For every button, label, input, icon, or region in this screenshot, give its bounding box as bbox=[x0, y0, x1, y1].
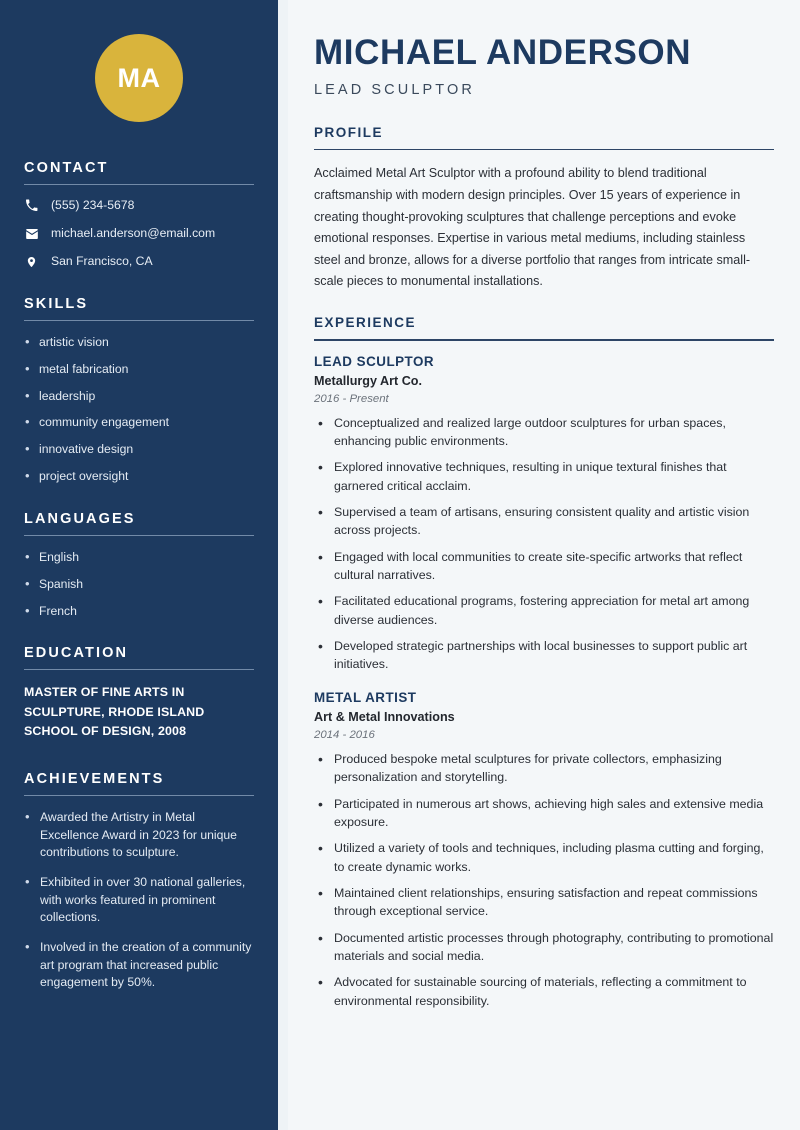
list-item: • Spanish bbox=[24, 576, 254, 592]
skills-divider bbox=[24, 320, 254, 321]
sidebar-section-education bbox=[24, 645, 254, 741]
list-item: • Supervised a team of artisans, ensuring consistent quality and artistic vision across projects. bbox=[314, 503, 774, 540]
contact-heading: CONTACT bbox=[24, 160, 109, 176]
main-section-experience bbox=[314, 315, 774, 1010]
list-item: • Maintained client relationships, ensuring satisfaction and repeat commissions through exceptional service. bbox=[314, 884, 774, 921]
sidebar-section-languages bbox=[24, 511, 254, 619]
experience-entry bbox=[314, 354, 774, 674]
contact-phone-row[interactable] bbox=[24, 198, 254, 214]
list-item: • metal fabrication bbox=[24, 361, 254, 377]
job-company: Art & Metal Innovations bbox=[314, 709, 455, 724]
skills-list bbox=[24, 334, 254, 485]
languages-heading: LANGUAGES bbox=[24, 510, 136, 527]
achievements-divider bbox=[24, 795, 254, 796]
job-bullet-list bbox=[314, 750, 774, 1010]
achievements-list bbox=[24, 809, 254, 992]
job-bullet-list bbox=[314, 414, 774, 674]
education-heading: EDUCATION bbox=[24, 645, 129, 662]
envelope-icon bbox=[24, 227, 39, 241]
profile-text: Acclaimed Metal Art Sculptor with a profound ability to blend traditional craftsmanship with modern design principles. Over 15 years of experience in creating thought-provoking sculptures that challenge perceptions and evoke emotional responses. Expertise in various metal mediums, including stainless steel and bronze, allows for a diverse portfolio that ranges from intricate small-scale pieces to monumental installations. bbox=[314, 166, 751, 289]
sidebar-section-achievements bbox=[24, 771, 254, 992]
education-entry: MASTER OF FINE ARTS IN SCULPTURE, RHODE ISLAND SCHOOL OF DESIGN, 2008 bbox=[24, 685, 205, 738]
list-item: • Produced bespoke metal sculptures for private collectors, emphasizing personalization and storytelling. bbox=[314, 750, 774, 787]
main-section-profile bbox=[314, 125, 774, 293]
list-item: • project oversight bbox=[24, 468, 254, 484]
contact-divider bbox=[24, 184, 254, 185]
list-item: • Utilized a variety of tools and techniques, including plasma cutting and forging, to create dynamic works. bbox=[314, 839, 774, 876]
list-item: • Participated in numerous art shows, achieving high sales and extensive media exposure. bbox=[314, 795, 774, 832]
profile-divider bbox=[314, 149, 774, 150]
sidebar-section-contact bbox=[24, 160, 254, 270]
contact-location-row[interactable] bbox=[24, 254, 254, 270]
list-item: • Involved in the creation of a community art program that increased public engagement by 50%. bbox=[24, 939, 254, 992]
list-item: • Engaged with local communities to create site-specific artworks that reflect cultural narratives. bbox=[314, 548, 774, 585]
list-item: • Conceptualized and realized large outdoor sculptures for urban spaces, enhancing public environments. bbox=[314, 414, 774, 451]
list-item: • Exhibited in over 30 national galleries, with works featured in prominent collections. bbox=[24, 874, 254, 927]
list-item: • community engagement bbox=[24, 414, 254, 430]
list-item: • English bbox=[24, 549, 254, 565]
list-item: • Facilitated educational programs, fostering appreciation for metal art among diverse audiences. bbox=[314, 592, 774, 629]
job-dates: 2016 - Present bbox=[314, 392, 389, 405]
list-item: • artistic vision bbox=[24, 334, 254, 350]
column-gutter bbox=[278, 0, 288, 1130]
list-item: • Awarded the Artistry in Metal Excellence Award in 2023 for unique contributions to sculpture. bbox=[24, 809, 254, 862]
experience-heading: EXPERIENCE bbox=[314, 315, 417, 331]
job-title: METAL ARTIST bbox=[314, 689, 417, 705]
list-item: • Documented artistic processes through photography, contributing to promotional materials and social media. bbox=[314, 929, 774, 966]
experience-divider bbox=[314, 339, 774, 340]
list-item: • French bbox=[24, 603, 254, 619]
list-item: • Advocated for sustainable sourcing of materials, reflecting a commitment to environmental responsibility. bbox=[314, 973, 774, 1010]
sidebar bbox=[0, 0, 278, 1130]
skills-heading: SKILLS bbox=[24, 295, 89, 312]
phone-icon bbox=[24, 199, 39, 212]
main-content bbox=[288, 0, 800, 1130]
experience-entry bbox=[314, 690, 774, 1010]
job-company: Metallurgy Art Co. bbox=[314, 373, 422, 388]
education-divider bbox=[24, 669, 254, 670]
contact-email-row[interactable] bbox=[24, 226, 254, 242]
page-title: MICHAEL ANDERSON bbox=[314, 33, 692, 72]
list-item: • Developed strategic partnerships with local businesses to support public art initiatives. bbox=[314, 637, 774, 674]
list-item: • leadership bbox=[24, 388, 254, 404]
job-role-subtitle: LEAD SCULPTOR bbox=[314, 81, 475, 98]
job-dates: 2014 - 2016 bbox=[314, 728, 375, 741]
contact-phone-value: (555) 234-5678 bbox=[51, 198, 135, 212]
languages-list bbox=[24, 549, 254, 619]
avatar: MA bbox=[95, 34, 183, 122]
location-pin-icon bbox=[24, 255, 39, 269]
contact-email-value: michael.anderson@email.com bbox=[51, 225, 216, 240]
avatar-container bbox=[24, 0, 254, 160]
list-item: • innovative design bbox=[24, 441, 254, 457]
contact-location-value: San Francisco, CA bbox=[51, 253, 153, 268]
languages-divider bbox=[24, 535, 254, 536]
achievements-heading: ACHIEVEMENTS bbox=[24, 770, 165, 787]
list-item: • Explored innovative techniques, resulting in unique textural finishes that garnered critical acclaim. bbox=[314, 458, 774, 495]
job-title: LEAD SCULPTOR bbox=[314, 353, 435, 369]
profile-heading: PROFILE bbox=[314, 124, 384, 140]
sidebar-section-skills bbox=[24, 296, 254, 485]
